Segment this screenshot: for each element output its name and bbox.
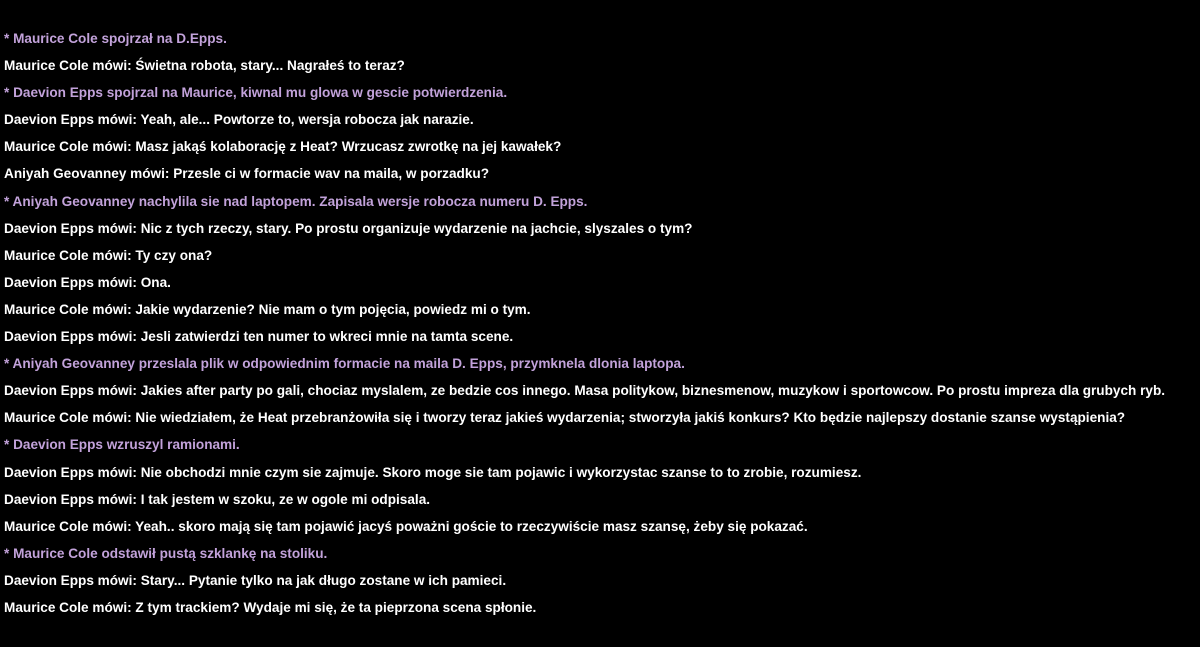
chat-message-line: Daevion Epps mówi: Ona. [4, 274, 171, 290]
chat-message-line: Maurice Cole mówi: Ty czy ona? [4, 247, 213, 263]
chat-message-line: Daevion Epps mówi: Nic z tych rzeczy, stary. Po prostu organizuje wydarzenie na jachcie, slyszales o tym? [4, 220, 693, 236]
chat-message-line: Daevion Epps mówi: Stary... Pytanie tylko na jak długo zostane w ich pamieci. [4, 572, 507, 588]
chat-action-line: * Aniyah Geovanney przeslala plik w odpowiednim formacie na maila D. Epps, przymknela dlonia laptopa. [4, 356, 685, 372]
chat-message-line: Maurice Cole mówi: Yeah.. skoro mają się tam pojawić jacyś poważni goście to rzeczywiście masz szansę, żeby się pokazać. [4, 518, 808, 534]
chat-message-line: Maurice Cole mówi: Świetna robota, stary... Nagrałeś to teraz? [4, 58, 405, 74]
chat-message-line: Daevion Epps mówi: Jesli zatwierdzi ten numer to wkreci mnie na tamta scene. [4, 329, 514, 345]
chat-message-line: Aniyah Geovanney mówi: Przesle ci w formacie wav na maila, w porzadku? [4, 166, 490, 182]
chat-action-line: * Daevion Epps wzruszyl ramionami. [4, 437, 240, 453]
chat-message-line: Maurice Cole mówi: Jakie wydarzenie? Nie mam o tym pojęcia, powiedz mi o tym. [4, 301, 531, 317]
chat-log [4, 29, 1198, 625]
chat-message-line: Daevion Epps mówi: I tak jestem w szoku, ze w ogole mi odpisala. [4, 491, 431, 507]
chat-message-line: Maurice Cole mówi: Masz jakąś kolaborację z Heat? Wrzucasz zwrotkę na jej kawałek? [4, 139, 562, 155]
chat-message-line: Maurice Cole mówi: Nie wiedziałem, że Heat przebranżowiła się i tworzy teraz jakieś wydarzenia; stworzyła jakiś konkurs? Kto będzie najlepszy dostanie szanse wystąpienia? [4, 410, 1126, 426]
chat-message-line: Daevion Epps mówi: Jakies after party po gali, chociaz myslalem, ze bedzie cos innego. Masa politykow, biznesmenow, muzykow i sportowcow. Po prostu impreza dla grubych ryb. [4, 383, 1166, 399]
chat-message-line: Daevion Epps mówi: Nie obchodzi mnie czym sie zajmuje. Skoro moge sie tam pojawic i wykorzystac szanse to to zrobie, rozumiesz. [4, 464, 862, 480]
chat-action-line: * Daevion Epps spojrzal na Maurice, kiwnal mu glowa w gescie potwierdzenia. [4, 85, 508, 101]
chat-action-line: * Aniyah Geovanney nachylila sie nad laptopem. Zapisala wersje robocza numeru D. Epps. [4, 193, 588, 209]
chat-message-line: Daevion Epps mówi: Yeah, ale... Powtorze to, wersja robocza jak narazie. [4, 112, 474, 128]
chat-action-line: * Maurice Cole odstawił pustą szklankę na stoliku. [4, 545, 328, 561]
chat-action-line: * Maurice Cole spojrzał na D.Epps. [4, 31, 227, 46]
chat-message-line: Maurice Cole mówi: Z tym trackiem? Wydaje mi się, że ta pieprzona scena spłonie. [4, 599, 537, 615]
